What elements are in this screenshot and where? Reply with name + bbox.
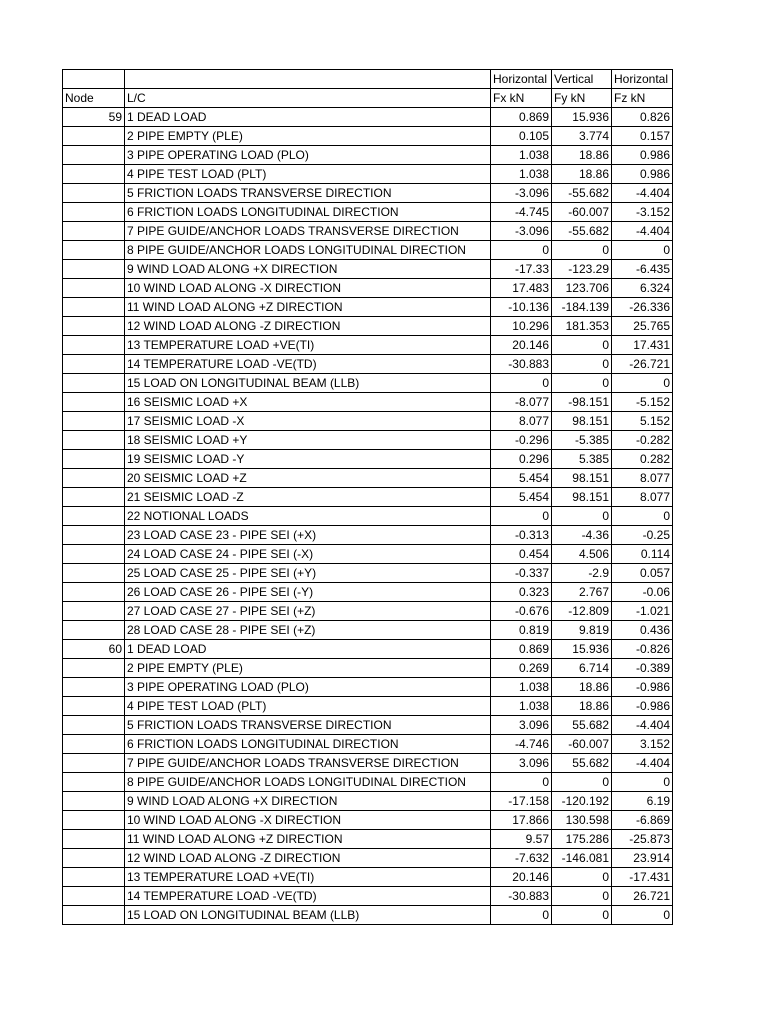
fx-cell: -7.632 — [491, 849, 552, 868]
fy-cell: 55.682 — [552, 716, 612, 735]
table-row — [63, 488, 673, 507]
fy-cell: -12.809 — [552, 602, 612, 621]
fx-cell: 1.038 — [491, 146, 552, 165]
node-cell — [63, 849, 125, 868]
fx-cell: 0.869 — [491, 108, 552, 127]
fz-cell: 0.986 — [612, 165, 673, 184]
node-cell — [63, 336, 125, 355]
fy-cell: 0 — [552, 336, 612, 355]
fz-cell: -6.435 — [612, 260, 673, 279]
node-cell — [63, 412, 125, 431]
fz-cell: 6.19 — [612, 792, 673, 811]
fy-cell: -60.007 — [552, 203, 612, 222]
fx-cell: -0.676 — [491, 602, 552, 621]
node-cell — [63, 773, 125, 792]
header-cell-fz-direction: Horizontal — [612, 70, 673, 89]
fx-cell: -10.136 — [491, 298, 552, 317]
table-row — [63, 108, 673, 127]
node-cell: 60 — [63, 640, 125, 659]
table-row — [63, 849, 673, 868]
fy-cell: 0 — [552, 241, 612, 260]
fy-cell: 15.936 — [552, 108, 612, 127]
fy-cell: 0 — [552, 355, 612, 374]
fy-cell: 18.86 — [552, 165, 612, 184]
fx-cell: 0.869 — [491, 640, 552, 659]
load-case-cell: 2 PIPE EMPTY (PLE) — [125, 659, 491, 678]
fx-cell: 20.146 — [491, 336, 552, 355]
node-cell — [63, 830, 125, 849]
load-case-cell: 15 LOAD ON LONGITUDINAL BEAM (LLB) — [125, 906, 491, 925]
load-case-cell: 14 TEMPERATURE LOAD -VE(TD) — [125, 355, 491, 374]
fz-cell: 26.721 — [612, 887, 673, 906]
table-row — [63, 735, 673, 754]
node-cell — [63, 678, 125, 697]
node-cell — [63, 355, 125, 374]
fy-cell: 98.151 — [552, 488, 612, 507]
table-row — [63, 545, 673, 564]
fy-cell: 18.86 — [552, 146, 612, 165]
fz-cell: 0 — [612, 241, 673, 260]
header-cell-lc-blank — [125, 70, 491, 89]
fz-cell: -4.404 — [612, 222, 673, 241]
fx-cell: 1.038 — [491, 697, 552, 716]
fz-cell: 23.914 — [612, 849, 673, 868]
fz-cell: -26.336 — [612, 298, 673, 317]
fz-cell: -4.404 — [612, 716, 673, 735]
node-cell — [63, 716, 125, 735]
fy-cell: -60.007 — [552, 735, 612, 754]
header-row-labels — [63, 89, 673, 108]
fx-cell: 0 — [491, 507, 552, 526]
header-cell-node: Node — [63, 89, 125, 108]
table-row — [63, 602, 673, 621]
fy-cell: -4.36 — [552, 526, 612, 545]
load-case-cell: 14 TEMPERATURE LOAD -VE(TD) — [125, 887, 491, 906]
load-case-cell: 3 PIPE OPERATING LOAD (PLO) — [125, 146, 491, 165]
fx-cell: 1.038 — [491, 678, 552, 697]
fz-cell: 25.765 — [612, 317, 673, 336]
table-row — [63, 431, 673, 450]
fx-cell: 0.105 — [491, 127, 552, 146]
table-row — [63, 621, 673, 640]
node-cell — [63, 393, 125, 412]
fy-cell: 15.936 — [552, 640, 612, 659]
fy-cell: -2.9 — [552, 564, 612, 583]
table-row — [63, 279, 673, 298]
fx-cell: -0.296 — [491, 431, 552, 450]
fx-cell: 20.146 — [491, 868, 552, 887]
fz-cell: 17.431 — [612, 336, 673, 355]
fz-cell: -0.986 — [612, 697, 673, 716]
node-cell — [63, 241, 125, 260]
table-body — [63, 108, 673, 925]
fy-cell: 9.819 — [552, 621, 612, 640]
fx-cell: -30.883 — [491, 355, 552, 374]
fz-cell: -26.721 — [612, 355, 673, 374]
fy-cell: 6.714 — [552, 659, 612, 678]
fx-cell: 0 — [491, 906, 552, 925]
fy-cell: 181.353 — [552, 317, 612, 336]
node-cell — [63, 659, 125, 678]
fx-cell: 0 — [491, 241, 552, 260]
header-cell-fz: Fz kN — [612, 89, 673, 108]
header-cell-fx-direction: Horizontal — [491, 70, 552, 89]
fy-cell: -55.682 — [552, 222, 612, 241]
fz-cell: 0.282 — [612, 450, 673, 469]
load-case-cell: 13 TEMPERATURE LOAD +VE(TI) — [125, 336, 491, 355]
fy-cell: -98.151 — [552, 393, 612, 412]
load-case-cell: 12 WIND LOAD ALONG -Z DIRECTION — [125, 849, 491, 868]
table-row — [63, 526, 673, 545]
table-row — [63, 469, 673, 488]
load-case-cell: 25 LOAD CASE 25 - PIPE SEI (+Y) — [125, 564, 491, 583]
fy-cell: -55.682 — [552, 184, 612, 203]
load-case-cell: 3 PIPE OPERATING LOAD (PLO) — [125, 678, 491, 697]
fx-cell: -8.077 — [491, 393, 552, 412]
fy-cell: 123.706 — [552, 279, 612, 298]
load-case-cell: 7 PIPE GUIDE/ANCHOR LOADS TRANSVERSE DIRECTION — [125, 754, 491, 773]
fz-cell: -0.282 — [612, 431, 673, 450]
load-case-cell: 1 DEAD LOAD — [125, 640, 491, 659]
fy-cell: 18.86 — [552, 678, 612, 697]
load-case-cell: 11 WIND LOAD ALONG +Z DIRECTION — [125, 298, 491, 317]
table-row — [63, 165, 673, 184]
node-cell — [63, 184, 125, 203]
load-case-cell: 12 WIND LOAD ALONG -Z DIRECTION — [125, 317, 491, 336]
node-cell — [63, 469, 125, 488]
table-row — [63, 298, 673, 317]
load-case-cell: 9 WIND LOAD ALONG +X DIRECTION — [125, 792, 491, 811]
fx-cell: 5.454 — [491, 469, 552, 488]
fz-cell: -5.152 — [612, 393, 673, 412]
fz-cell: 3.152 — [612, 735, 673, 754]
node-cell — [63, 431, 125, 450]
node-cell — [63, 203, 125, 222]
fy-cell: 0 — [552, 374, 612, 393]
load-case-cell: 6 FRICTION LOADS LONGITUDINAL DIRECTION — [125, 735, 491, 754]
fy-cell: 0 — [552, 906, 612, 925]
node-cell — [63, 507, 125, 526]
fx-cell: 0 — [491, 773, 552, 792]
fx-cell: -17.158 — [491, 792, 552, 811]
fz-cell: 0 — [612, 507, 673, 526]
fx-cell: 0.323 — [491, 583, 552, 602]
table-row — [63, 583, 673, 602]
load-case-cell: 22 NOTIONAL LOADS — [125, 507, 491, 526]
fy-cell: 98.151 — [552, 469, 612, 488]
table-row — [63, 773, 673, 792]
table-row — [63, 811, 673, 830]
fy-cell: 4.506 — [552, 545, 612, 564]
load-case-cell: 8 PIPE GUIDE/ANCHOR LOADS LONGITUDINAL DIRECTION — [125, 773, 491, 792]
load-case-cell: 26 LOAD CASE 26 - PIPE SEI (-Y) — [125, 583, 491, 602]
load-case-cell: 10 WIND LOAD ALONG -X DIRECTION — [125, 811, 491, 830]
fx-cell: 5.454 — [491, 488, 552, 507]
fy-cell: 18.86 — [552, 697, 612, 716]
node-cell — [63, 298, 125, 317]
load-case-cell: 24 LOAD CASE 24 - PIPE SEI (-X) — [125, 545, 491, 564]
fx-cell: 0.296 — [491, 450, 552, 469]
fy-cell: 3.774 — [552, 127, 612, 146]
table-row — [63, 393, 673, 412]
node-cell — [63, 526, 125, 545]
fy-cell: -184.139 — [552, 298, 612, 317]
load-case-cell: 11 WIND LOAD ALONG +Z DIRECTION — [125, 830, 491, 849]
table-row — [63, 868, 673, 887]
fy-cell: 2.767 — [552, 583, 612, 602]
node-cell: 59 — [63, 108, 125, 127]
fz-cell: -4.404 — [612, 754, 673, 773]
node-cell — [63, 868, 125, 887]
node-cell — [63, 811, 125, 830]
fz-cell: -6.869 — [612, 811, 673, 830]
load-case-cell: 13 TEMPERATURE LOAD +VE(TI) — [125, 868, 491, 887]
header-cell-fx: Fx kN — [491, 89, 552, 108]
table-row — [63, 659, 673, 678]
table-row — [63, 507, 673, 526]
load-case-cell: 20 SEISMIC LOAD +Z — [125, 469, 491, 488]
node-cell — [63, 602, 125, 621]
table-row — [63, 146, 673, 165]
fz-cell: 0.157 — [612, 127, 673, 146]
node-cell — [63, 564, 125, 583]
fz-cell: 0.057 — [612, 564, 673, 583]
load-case-cell: 17 SEISMIC LOAD -X — [125, 412, 491, 431]
table-row — [63, 678, 673, 697]
fz-cell: -4.404 — [612, 184, 673, 203]
load-case-cell: 23 LOAD CASE 23 - PIPE SEI (+X) — [125, 526, 491, 545]
table-row — [63, 697, 673, 716]
node-cell — [63, 374, 125, 393]
table-row — [63, 336, 673, 355]
load-case-cell: 4 PIPE TEST LOAD (PLT) — [125, 165, 491, 184]
node-cell — [63, 127, 125, 146]
node-cell — [63, 488, 125, 507]
fz-cell: -0.06 — [612, 583, 673, 602]
fz-cell: -0.826 — [612, 640, 673, 659]
load-case-cell: 18 SEISMIC LOAD +Y — [125, 431, 491, 450]
table-row — [63, 241, 673, 260]
table-row — [63, 222, 673, 241]
load-case-cell: 4 PIPE TEST LOAD (PLT) — [125, 697, 491, 716]
fz-cell: 6.324 — [612, 279, 673, 298]
fy-cell: 55.682 — [552, 754, 612, 773]
fz-cell: -0.986 — [612, 678, 673, 697]
fz-cell: -25.873 — [612, 830, 673, 849]
node-cell — [63, 317, 125, 336]
load-case-cell: 5 FRICTION LOADS TRANSVERSE DIRECTION — [125, 716, 491, 735]
table-row — [63, 355, 673, 374]
load-table — [62, 69, 673, 925]
header-row-direction — [63, 70, 673, 89]
node-cell — [63, 165, 125, 184]
header-cell-lc: L/C — [125, 89, 491, 108]
fx-cell: 17.483 — [491, 279, 552, 298]
fy-cell: -146.081 — [552, 849, 612, 868]
fx-cell: -4.746 — [491, 735, 552, 754]
fz-cell: 0.114 — [612, 545, 673, 564]
table-row — [63, 564, 673, 583]
fx-cell: 17.866 — [491, 811, 552, 830]
node-cell — [63, 697, 125, 716]
table-row — [63, 127, 673, 146]
fx-cell: -17.33 — [491, 260, 552, 279]
fx-cell: 0.819 — [491, 621, 552, 640]
table-row — [63, 450, 673, 469]
table-row — [63, 887, 673, 906]
load-case-cell: 2 PIPE EMPTY (PLE) — [125, 127, 491, 146]
table-row — [63, 203, 673, 222]
load-case-cell: 16 SEISMIC LOAD +X — [125, 393, 491, 412]
fz-cell: -3.152 — [612, 203, 673, 222]
table-row — [63, 374, 673, 393]
fz-cell: 0 — [612, 773, 673, 792]
table-row — [63, 792, 673, 811]
load-case-cell: 10 WIND LOAD ALONG -X DIRECTION — [125, 279, 491, 298]
fx-cell: 0.454 — [491, 545, 552, 564]
fx-cell: 0 — [491, 374, 552, 393]
fy-cell: 98.151 — [552, 412, 612, 431]
load-case-cell: 27 LOAD CASE 27 - PIPE SEI (+Z) — [125, 602, 491, 621]
table-row — [63, 830, 673, 849]
fz-cell: 0.436 — [612, 621, 673, 640]
header-cell-fy: Fy kN — [552, 89, 612, 108]
node-cell — [63, 545, 125, 564]
load-case-cell: 8 PIPE GUIDE/ANCHOR LOADS LONGITUDINAL DIRECTION — [125, 241, 491, 260]
fx-cell: -0.313 — [491, 526, 552, 545]
fx-cell: 9.57 — [491, 830, 552, 849]
node-cell — [63, 260, 125, 279]
table-row — [63, 412, 673, 431]
table-row — [63, 754, 673, 773]
fx-cell: 3.096 — [491, 754, 552, 773]
fy-cell: -5.385 — [552, 431, 612, 450]
load-case-cell: 15 LOAD ON LONGITUDINAL BEAM (LLB) — [125, 374, 491, 393]
table-row — [63, 260, 673, 279]
header-cell-fy-direction: Vertical — [552, 70, 612, 89]
fz-cell: 0 — [612, 374, 673, 393]
fx-cell: -30.883 — [491, 887, 552, 906]
fy-cell: -123.29 — [552, 260, 612, 279]
node-cell — [63, 621, 125, 640]
node-cell — [63, 222, 125, 241]
fx-cell: 1.038 — [491, 165, 552, 184]
fy-cell: 0 — [552, 868, 612, 887]
table-row — [63, 716, 673, 735]
fz-cell: 8.077 — [612, 469, 673, 488]
table-row — [63, 640, 673, 659]
load-case-cell: 19 SEISMIC LOAD -Y — [125, 450, 491, 469]
node-cell — [63, 450, 125, 469]
fz-cell: -0.389 — [612, 659, 673, 678]
fx-cell: 10.296 — [491, 317, 552, 336]
fy-cell: 130.598 — [552, 811, 612, 830]
fy-cell: 175.286 — [552, 830, 612, 849]
fx-cell: -3.096 — [491, 222, 552, 241]
fy-cell: 0 — [552, 507, 612, 526]
fx-cell: 3.096 — [491, 716, 552, 735]
fz-cell: 0.826 — [612, 108, 673, 127]
load-case-cell: 21 SEISMIC LOAD -Z — [125, 488, 491, 507]
load-case-cell: 6 FRICTION LOADS LONGITUDINAL DIRECTION — [125, 203, 491, 222]
fz-cell: -0.25 — [612, 526, 673, 545]
header-cell-node-blank — [63, 70, 125, 89]
load-case-cell: 28 LOAD CASE 28 - PIPE SEI (+Z) — [125, 621, 491, 640]
fx-cell: 0.269 — [491, 659, 552, 678]
table-row — [63, 317, 673, 336]
fx-cell: -4.745 — [491, 203, 552, 222]
fz-cell: 0.986 — [612, 146, 673, 165]
load-case-cell: 5 FRICTION LOADS TRANSVERSE DIRECTION — [125, 184, 491, 203]
node-cell — [63, 906, 125, 925]
node-cell — [63, 279, 125, 298]
fz-cell: -1.021 — [612, 602, 673, 621]
node-cell — [63, 146, 125, 165]
fy-cell: -120.192 — [552, 792, 612, 811]
fz-cell: 5.152 — [612, 412, 673, 431]
fy-cell: 0 — [552, 773, 612, 792]
fx-cell: 8.077 — [491, 412, 552, 431]
node-cell — [63, 583, 125, 602]
load-case-cell: 1 DEAD LOAD — [125, 108, 491, 127]
table-row — [63, 906, 673, 925]
fz-cell: -17.431 — [612, 868, 673, 887]
fx-cell: -3.096 — [491, 184, 552, 203]
node-cell — [63, 792, 125, 811]
load-case-cell: 7 PIPE GUIDE/ANCHOR LOADS TRANSVERSE DIRECTION — [125, 222, 491, 241]
node-cell — [63, 754, 125, 773]
load-case-cell: 9 WIND LOAD ALONG +X DIRECTION — [125, 260, 491, 279]
table-row — [63, 184, 673, 203]
fz-cell: 0 — [612, 906, 673, 925]
fz-cell: 8.077 — [612, 488, 673, 507]
fy-cell: 0 — [552, 887, 612, 906]
node-cell — [63, 735, 125, 754]
fy-cell: 5.385 — [552, 450, 612, 469]
fx-cell: -0.337 — [491, 564, 552, 583]
node-cell — [63, 887, 125, 906]
